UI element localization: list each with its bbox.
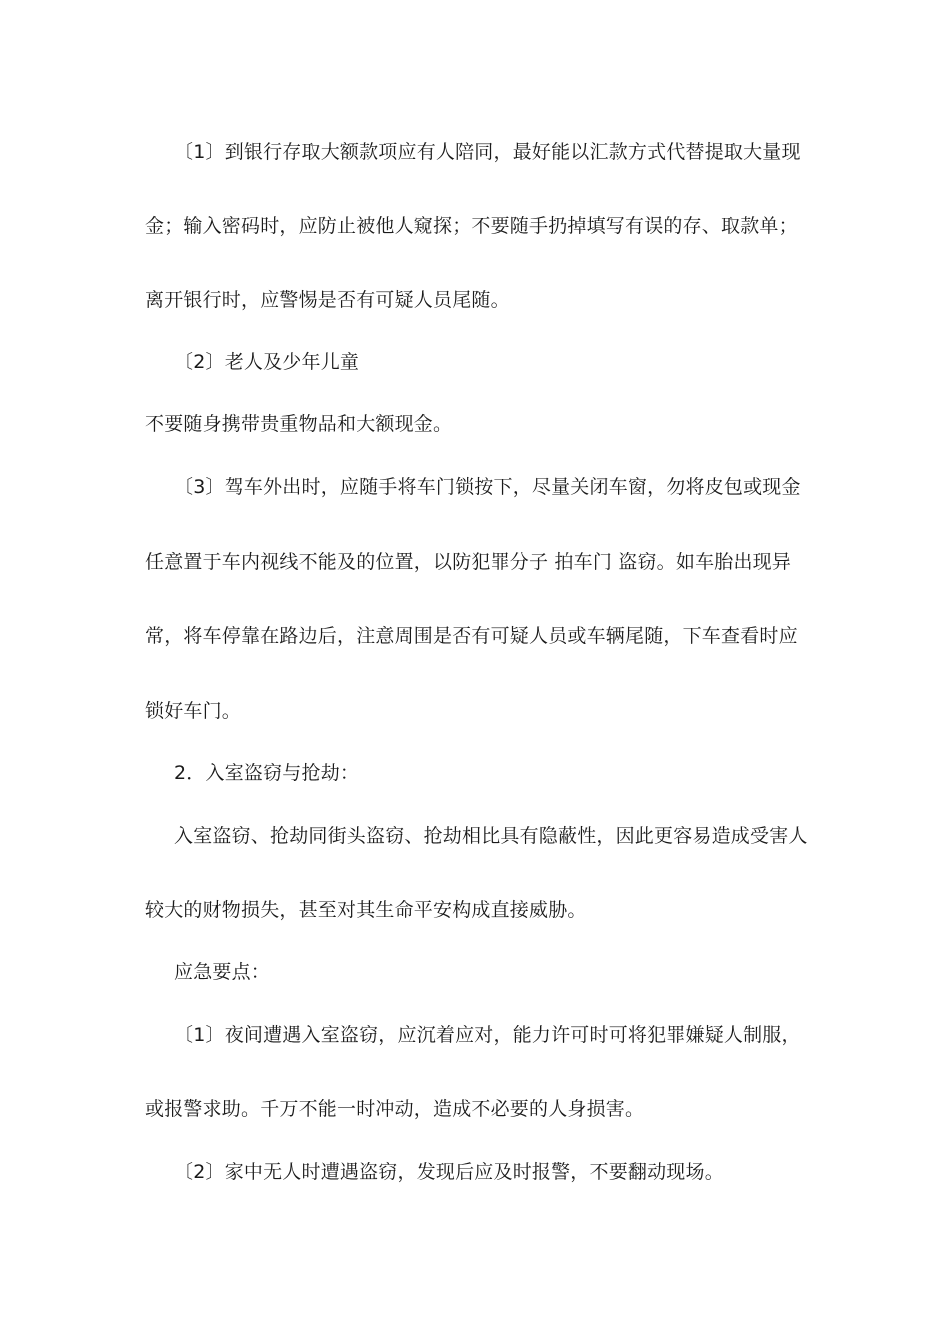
paragraph-line: 锁好车门。	[145, 700, 242, 722]
paragraph-line: 金；输入密码时，应防止被他人窥探；不要随手扔掉填写有误的存、取款单；	[145, 215, 798, 237]
subheading: 应急要点：	[174, 961, 271, 983]
paragraph-line: 〔3〕驾车外出时，应随手将车门锁按下，尽量关闭车窗，勿将皮包或现金	[174, 476, 801, 498]
paragraph-line: 不要随身携带贵重物品和大额现金。	[145, 413, 453, 435]
paragraph-line: 〔1〕到银行存取大额款项应有人陪同，最好能以汇款方式代替提取大量现	[174, 141, 801, 163]
paragraph-line: 常，将车停靠在路边后，注意周围是否有可疑人员或车辆尾随，下车查看时应	[145, 625, 798, 647]
paragraph-line: 任意置于车内视线不能及的位置，以防犯罪分子 拍车门 盗窃。如车胎出现异	[145, 551, 792, 573]
paragraph-line: 〔2〕家中无人时遭遇盗窃，发现后应及时报警，不要翻动现场。	[174, 1161, 724, 1183]
paragraph-line: 或报警求助。千万不能一时冲动，造成不必要的人身损害。	[145, 1098, 645, 1120]
paragraph-line: 〔2〕老人及少年儿童	[174, 351, 360, 373]
paragraph-line: 〔1〕夜间遭遇入室盗窃，应沉着应对，能力许可时可将犯罪嫌疑人制服，	[174, 1024, 801, 1046]
paragraph-line: 离开银行时，应警惕是否有可疑人员尾随。	[145, 289, 510, 311]
section-heading: 2．入室盗窃与抢劫：	[174, 762, 360, 784]
paragraph-line: 较大的财物损失，甚至对其生命平安构成直接威胁。	[145, 899, 587, 921]
paragraph-line: 入室盗窃、抢劫同街头盗窃、抢劫相比具有隐蔽性，因此更容易造成受害人	[174, 825, 808, 847]
